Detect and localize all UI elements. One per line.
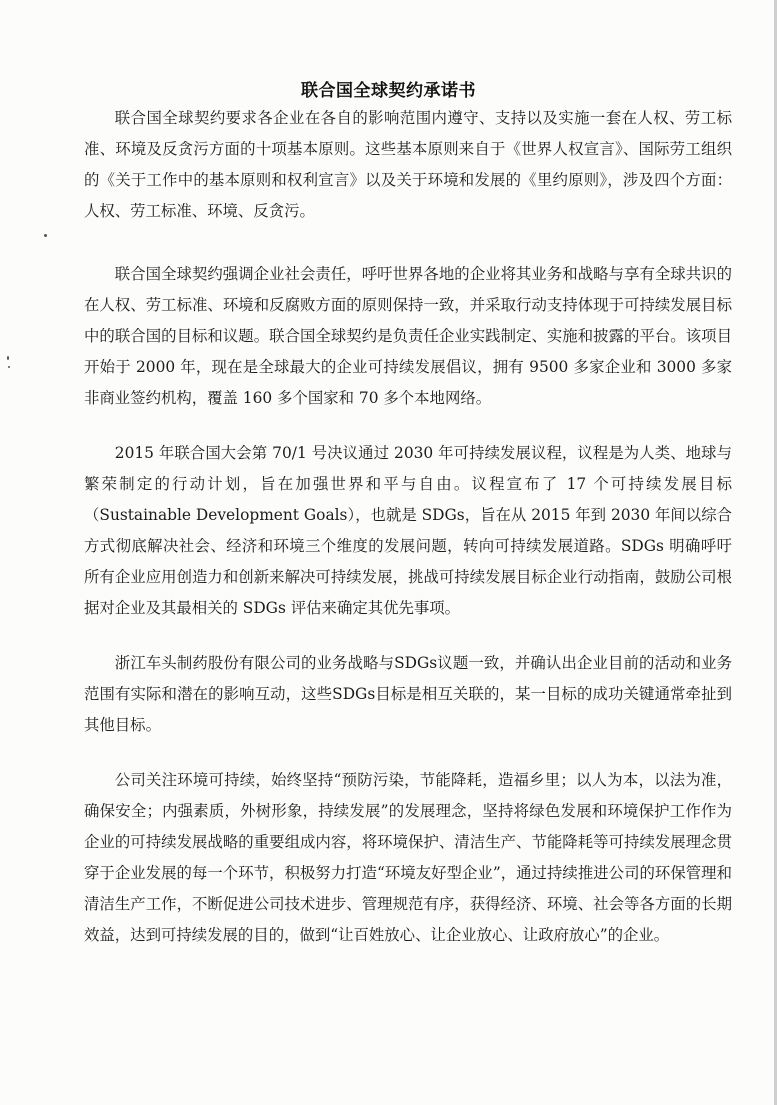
paragraph-company-strategy: 浙江车头制药股份有限公司的业务战略与SDGs议题一致，并确认出企业目前的活动和业务范围有实际和潜在的影响互动，这些SDGs目标是相互关联的，某一目标的成功关键通常牵扯到其他目标。 bbox=[84, 654, 732, 734]
scan-speck bbox=[44, 234, 47, 237]
scan-speck bbox=[7, 356, 9, 360]
paragraph-sdgs-agenda: 2015 年联合国大会第 70/1 号决议通过 2030 年可持续发展议程，议程是为人类、地球与繁荣制定的行动计划，旨在加强世界和平与自由。议程宣布了 17 个可持续发展目标（Sustainable Development Goals），也就是 SDGs，旨在从 2015 年到 2030 年间以综合方式彻底解决社会、经济和环境三个维度的发展问题，转向可持续发展道路。SDGs 明确呼吁所有企业应用创造力和创新来解决可持续发展，挑战可持续发展目标企业行动指南，鼓励公司根据对企业及其最相关的 SDGs 评估来确定其优先事项。 bbox=[84, 444, 732, 617]
paragraph-environmental-commitment: 公司关注环境可持续，始终坚持“预防污染，节能降耗，造福乡里；以人为本，以法为准，确保安全；内强素质，外树形象，持续发展”的发展理念，坚持将绿色发展和环境保护工作作为企业的可持续发展战略的重要组成内容，将环境保护、清洁生产、节能降耗等可持续发展理念贯穿于企业发展的每一个环节，积极努力打造“环境友好型企业”，通过持续推进公司的环保管理和清洁生产工作，不断促进公司技术进步、管理规范有序，获得经济、环境、社会等各方面的长期效益，达到可持续发展的目的，做到“让百姓放心、让企业放心、让政府放心”的企业。 bbox=[84, 771, 732, 944]
paragraph-corporate-responsibility: 联合国全球契约强调企业社会责任，呼吁世界各地的企业将其业务和战略与享有全球共识的在人权、劳工标准、环境和反腐败方面的原则保持一致，并采取行动支持体现于可持续发展目标中的联合国的目标和议题。联合国全球契约是负责任企业实践制定、实施和披露的平台。该项目开始于 2000 年，现在是全球最大的企业可持续发展倡议，拥有 9500 多家企业和 3000 多家非商业签约机构，覆盖 160 多个国家和 70 多个本地网络。 bbox=[84, 265, 732, 407]
paragraph-global-compact-principles: 联合国全球契约要求各企业在各自的影响范围内遵守、支持以及实施一套在人权、劳工标准、环境及反贪污方面的十项基本原则。这些基本原则来自于《世界人权宣言》、国际劳工组织的《关于工作中的基本原则和权利宣言》以及关于环境和发展的《里约原则》，涉及四个方面：人权、劳工标准、环境、反贪污。 bbox=[84, 109, 732, 220]
scan-speck bbox=[8, 366, 10, 368]
document-title: 联合国全球契约承诺书 bbox=[301, 81, 476, 101]
